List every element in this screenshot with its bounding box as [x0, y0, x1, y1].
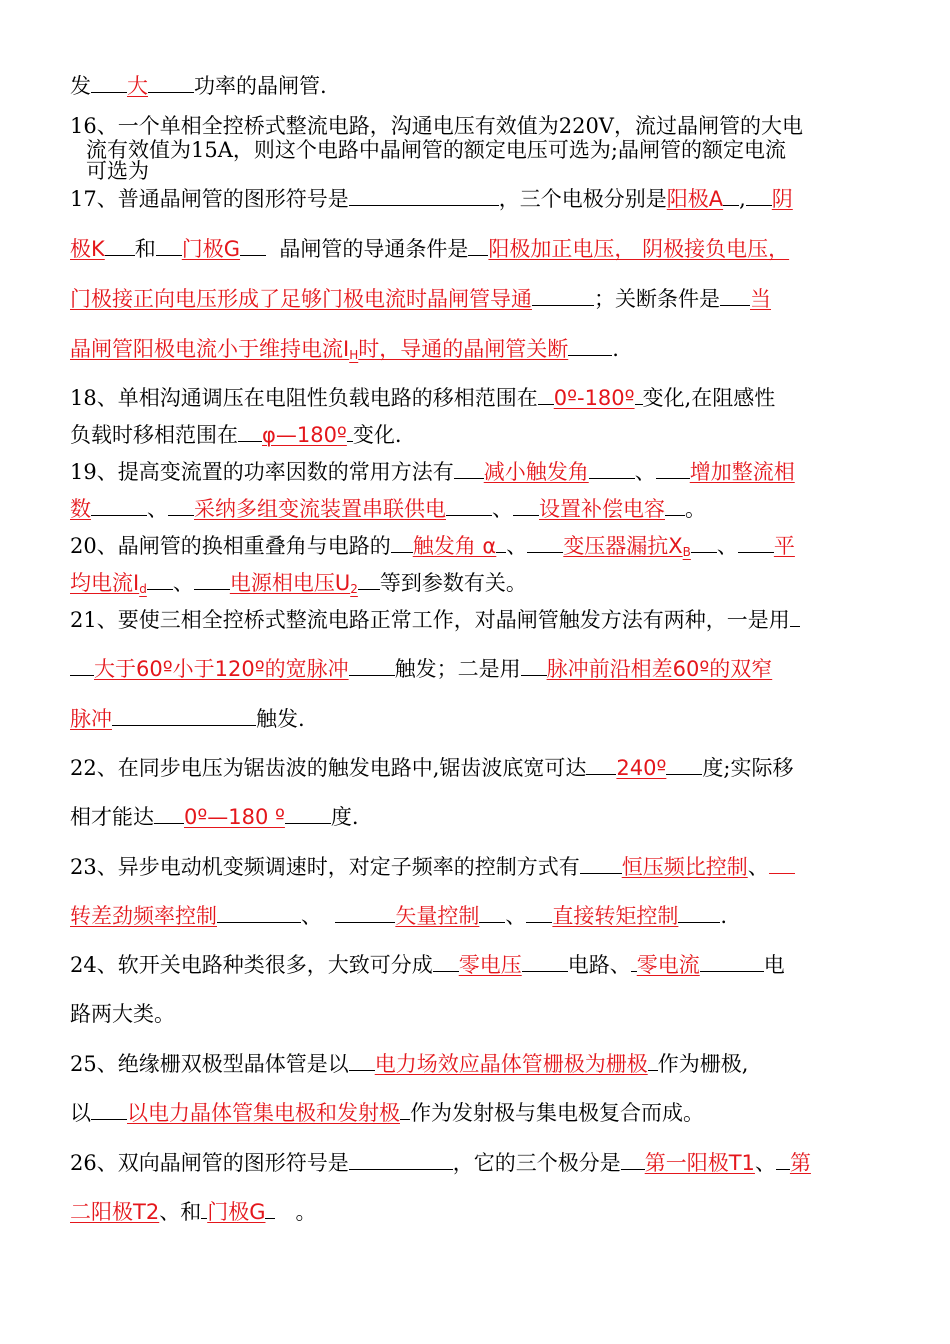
blank [70, 655, 94, 676]
question-text: 相才能达 [70, 805, 154, 829]
q23-line-1 [70, 853, 795, 880]
text: 触发；二是用 [394, 657, 521, 681]
answer-text: 240º [616, 756, 667, 780]
answer-text: 门极G [207, 1200, 266, 1224]
answer-text: 均电流I [70, 571, 140, 595]
text: 路两大类。 [70, 1002, 175, 1026]
question-text: 25、绝缘栅双极型晶体管是以 [70, 1052, 349, 1076]
blank [349, 1050, 375, 1071]
question-text: 21、要使三相全控桥式整流电路正常工作，对晶闸管触发方法有两种，一是用 [70, 608, 790, 632]
answer-text: 变压器漏抗X [563, 534, 683, 558]
answer-text: 减小触发角 [483, 460, 589, 484]
text: 电 [763, 953, 785, 977]
text: 。 [685, 497, 706, 521]
answer-text: 以电力晶体管集电极和发射极 [127, 1101, 400, 1125]
answer-text: 当 [750, 287, 771, 311]
text: ；关断条件是 [594, 287, 720, 311]
text: ，三个电极分别是 [498, 187, 667, 211]
q19-line-2 [70, 495, 706, 522]
blank [147, 569, 173, 590]
answer-text: 晶闸管阳极电流小于维持电流I [70, 337, 350, 361]
answer-text: 脉冲前沿相差60º的双窄 [546, 657, 773, 681]
answer-text: 转差劲频率控制 [70, 904, 217, 928]
blank [589, 458, 635, 479]
text: 触发. [256, 707, 305, 731]
blank [580, 853, 622, 874]
answer-text: 第 [789, 1151, 811, 1175]
q20-line-1 [70, 532, 795, 565]
answer-subscript: H [349, 348, 359, 362]
q17-line-2 [70, 235, 789, 262]
blank [568, 335, 612, 356]
answer-text: 增加整流相 [689, 460, 795, 484]
q18-line-2 [70, 421, 402, 448]
blank [635, 384, 643, 405]
text: 、 [147, 497, 168, 521]
q26-line-2 [70, 1198, 317, 1225]
blank [156, 235, 182, 256]
blank [720, 285, 750, 306]
blank [678, 902, 720, 923]
question-text: 22、在同步电压为锯齿波的触发电路中,锯齿波底宽可达 [70, 756, 587, 780]
text: 、和 [159, 1200, 202, 1224]
q23-line-2 [70, 902, 727, 929]
blank [586, 754, 616, 775]
answer-subscript: 2 [350, 582, 358, 596]
blank [723, 185, 739, 206]
text: . [612, 337, 619, 361]
text: 作为栅极, [657, 1052, 749, 1076]
blank [521, 655, 547, 676]
blank [738, 532, 774, 553]
blank [91, 495, 147, 516]
text: 、 [172, 571, 194, 595]
blank [468, 235, 488, 256]
text: . [720, 904, 728, 928]
blank [656, 458, 690, 479]
answer-text: 数 [70, 497, 91, 521]
text: 、 [754, 1151, 776, 1175]
answer-text: 直接转矩控制 [552, 904, 679, 928]
text: 电路、 [567, 953, 631, 977]
q26-line-1 [70, 1149, 811, 1176]
blank [538, 384, 554, 405]
text: 。 [295, 1200, 317, 1224]
blank [105, 235, 135, 256]
q17-line-4 [70, 335, 619, 368]
q16-line-3 [86, 158, 149, 184]
blank [446, 495, 492, 516]
blank [168, 495, 194, 516]
answer-text: 零电流 [636, 953, 700, 977]
blank [154, 803, 184, 824]
q22-line-1 [70, 754, 793, 781]
q15-line [70, 72, 327, 99]
text: 、 [506, 534, 528, 558]
text: 度;实际移 [702, 756, 794, 780]
blank [691, 532, 717, 553]
text: 变化. [352, 423, 402, 447]
blank [91, 1099, 127, 1120]
answer-text: 0º—180 º [184, 805, 285, 829]
answer-text: 设置补偿电容 [539, 497, 665, 521]
question-text: 26、双向晶闸管的图形符号是 [70, 1151, 349, 1175]
question-text: 23、异步电动机变频调速时，对定子频率的控制方式有 [70, 855, 580, 879]
answer-text: 二阳极T2 [70, 1200, 160, 1224]
q16-line-1 [70, 113, 803, 139]
q25-line-2 [70, 1099, 704, 1126]
q19-line-1 [70, 458, 795, 485]
blank [454, 458, 484, 479]
answer-text: 采纳多组变流装置串联供电 [194, 497, 446, 521]
answer-text: 恒压频比控制 [621, 855, 748, 879]
blank [285, 803, 331, 824]
answer-subscript: d [139, 582, 147, 596]
answer-text: 电源相电压U [229, 571, 351, 595]
blank [648, 1050, 658, 1071]
q17-line-1 [70, 185, 793, 212]
question-text: 24、软开关电路种类很多，大致可分成 [70, 953, 433, 977]
q24-line-1 [70, 951, 785, 978]
q20-line-2 [70, 569, 527, 602]
blank [240, 235, 266, 256]
text: 等到参数有关。 [379, 571, 527, 595]
blank [217, 902, 301, 923]
blank [700, 951, 764, 972]
text: 、 [492, 497, 513, 521]
question-text: 负载时移相范围在 [70, 423, 238, 447]
q21-line-2 [70, 655, 772, 682]
q22-line-2 [70, 803, 359, 830]
blank [433, 951, 459, 972]
blank [513, 495, 539, 516]
text: 发 [70, 74, 91, 98]
text: 、 [747, 855, 769, 879]
answer-subscript: B [682, 545, 691, 559]
blank [358, 569, 380, 590]
blank [349, 655, 395, 676]
blank [666, 754, 702, 775]
blank [112, 705, 256, 726]
q16-line-2 [86, 137, 786, 163]
q25-line-1 [70, 1050, 748, 1077]
blank [522, 951, 568, 972]
question-text: 20、晶闸管的换相重叠角与电路的 [70, 534, 391, 558]
answer-text: 平 [773, 534, 795, 558]
answer-text: 零电压 [458, 953, 522, 977]
text: 、 [505, 904, 527, 928]
answer-text: 触发角 α [412, 534, 497, 558]
symbol-blank [349, 185, 499, 206]
text: 变化,在阻感性 [642, 386, 776, 410]
question-text: 可选为 [86, 159, 149, 183]
blank [265, 1198, 275, 1219]
q21-line-1 [70, 606, 800, 633]
blank [776, 1149, 790, 1170]
blank [400, 1099, 410, 1120]
blank [148, 72, 194, 93]
blank [238, 421, 262, 442]
blank [526, 902, 552, 923]
answer-text: 阳极A [666, 187, 724, 211]
question-text: 18、单相沟通调压在电阻性负载电路的移相范围在 [70, 386, 538, 410]
answer-text: 矢量控制 [395, 904, 480, 928]
answer-text: 0º-180º [553, 386, 635, 410]
text: 、 [634, 460, 656, 484]
blank [479, 902, 505, 923]
blank [532, 285, 594, 306]
answer-text: 阳极加正电压， 阴极接负电压， [488, 237, 790, 261]
answer-text: 第一阳极T1 [644, 1151, 755, 1175]
text: , [739, 187, 746, 211]
text: 晶闸管的导通条件是 [279, 237, 469, 261]
text: ，它的三个极分是 [452, 1151, 621, 1175]
answer-text: 电力场效应晶体管栅极为栅极 [374, 1052, 648, 1076]
text: 、 [301, 904, 322, 928]
blank [790, 606, 800, 627]
text: 作为发射极与集电极复合而成。 [410, 1101, 704, 1125]
answer-text: 门极G [181, 237, 241, 261]
text: 、 [716, 534, 738, 558]
q24-line-2 [70, 1001, 175, 1027]
answer-text: 阴 [771, 187, 793, 211]
blank [391, 532, 413, 553]
q17-line-3 [70, 285, 771, 312]
blank [335, 902, 395, 923]
blank [496, 532, 506, 553]
answer-text: 脉冲 [70, 707, 112, 731]
q21-line-3 [70, 705, 305, 732]
q18-line-1 [70, 384, 775, 411]
symbol-blank [349, 1149, 453, 1170]
blank [527, 532, 563, 553]
answer-text: φ—180º [262, 423, 347, 447]
answer-text: 大 [127, 74, 148, 98]
question-text: 16、一个单相全控桥式整流电路，沟通电压有效值为220V，流过晶闸管的大电 [70, 114, 803, 138]
blank [665, 495, 685, 516]
answer-text: 大于60º小于120º的宽脉冲 [94, 657, 349, 681]
blank [194, 569, 230, 590]
text: 以 [70, 1101, 91, 1125]
answer-text: 门极接正向电压形成了足够门极电流时晶闸管导通 [70, 287, 532, 311]
text: 功率的晶闸管. [194, 74, 327, 98]
text: 和 [134, 237, 156, 261]
question-text: 17、普通晶闸管的图形符号是 [70, 187, 349, 211]
blank [769, 853, 795, 874]
blank [746, 185, 772, 206]
question-text: 19、提高变流置的功率因数的常用方法有 [70, 460, 454, 484]
answer-text: 时，导通的晶闸管关断 [358, 337, 569, 361]
blank [621, 1149, 645, 1170]
answer-text: 极K [70, 237, 105, 261]
question-text: 流有效值为15A，则这个电路中晶闸管的额定电压可选为;晶闸管的额定电流 [86, 138, 786, 162]
blank [91, 72, 127, 93]
text: 度. [330, 805, 359, 829]
